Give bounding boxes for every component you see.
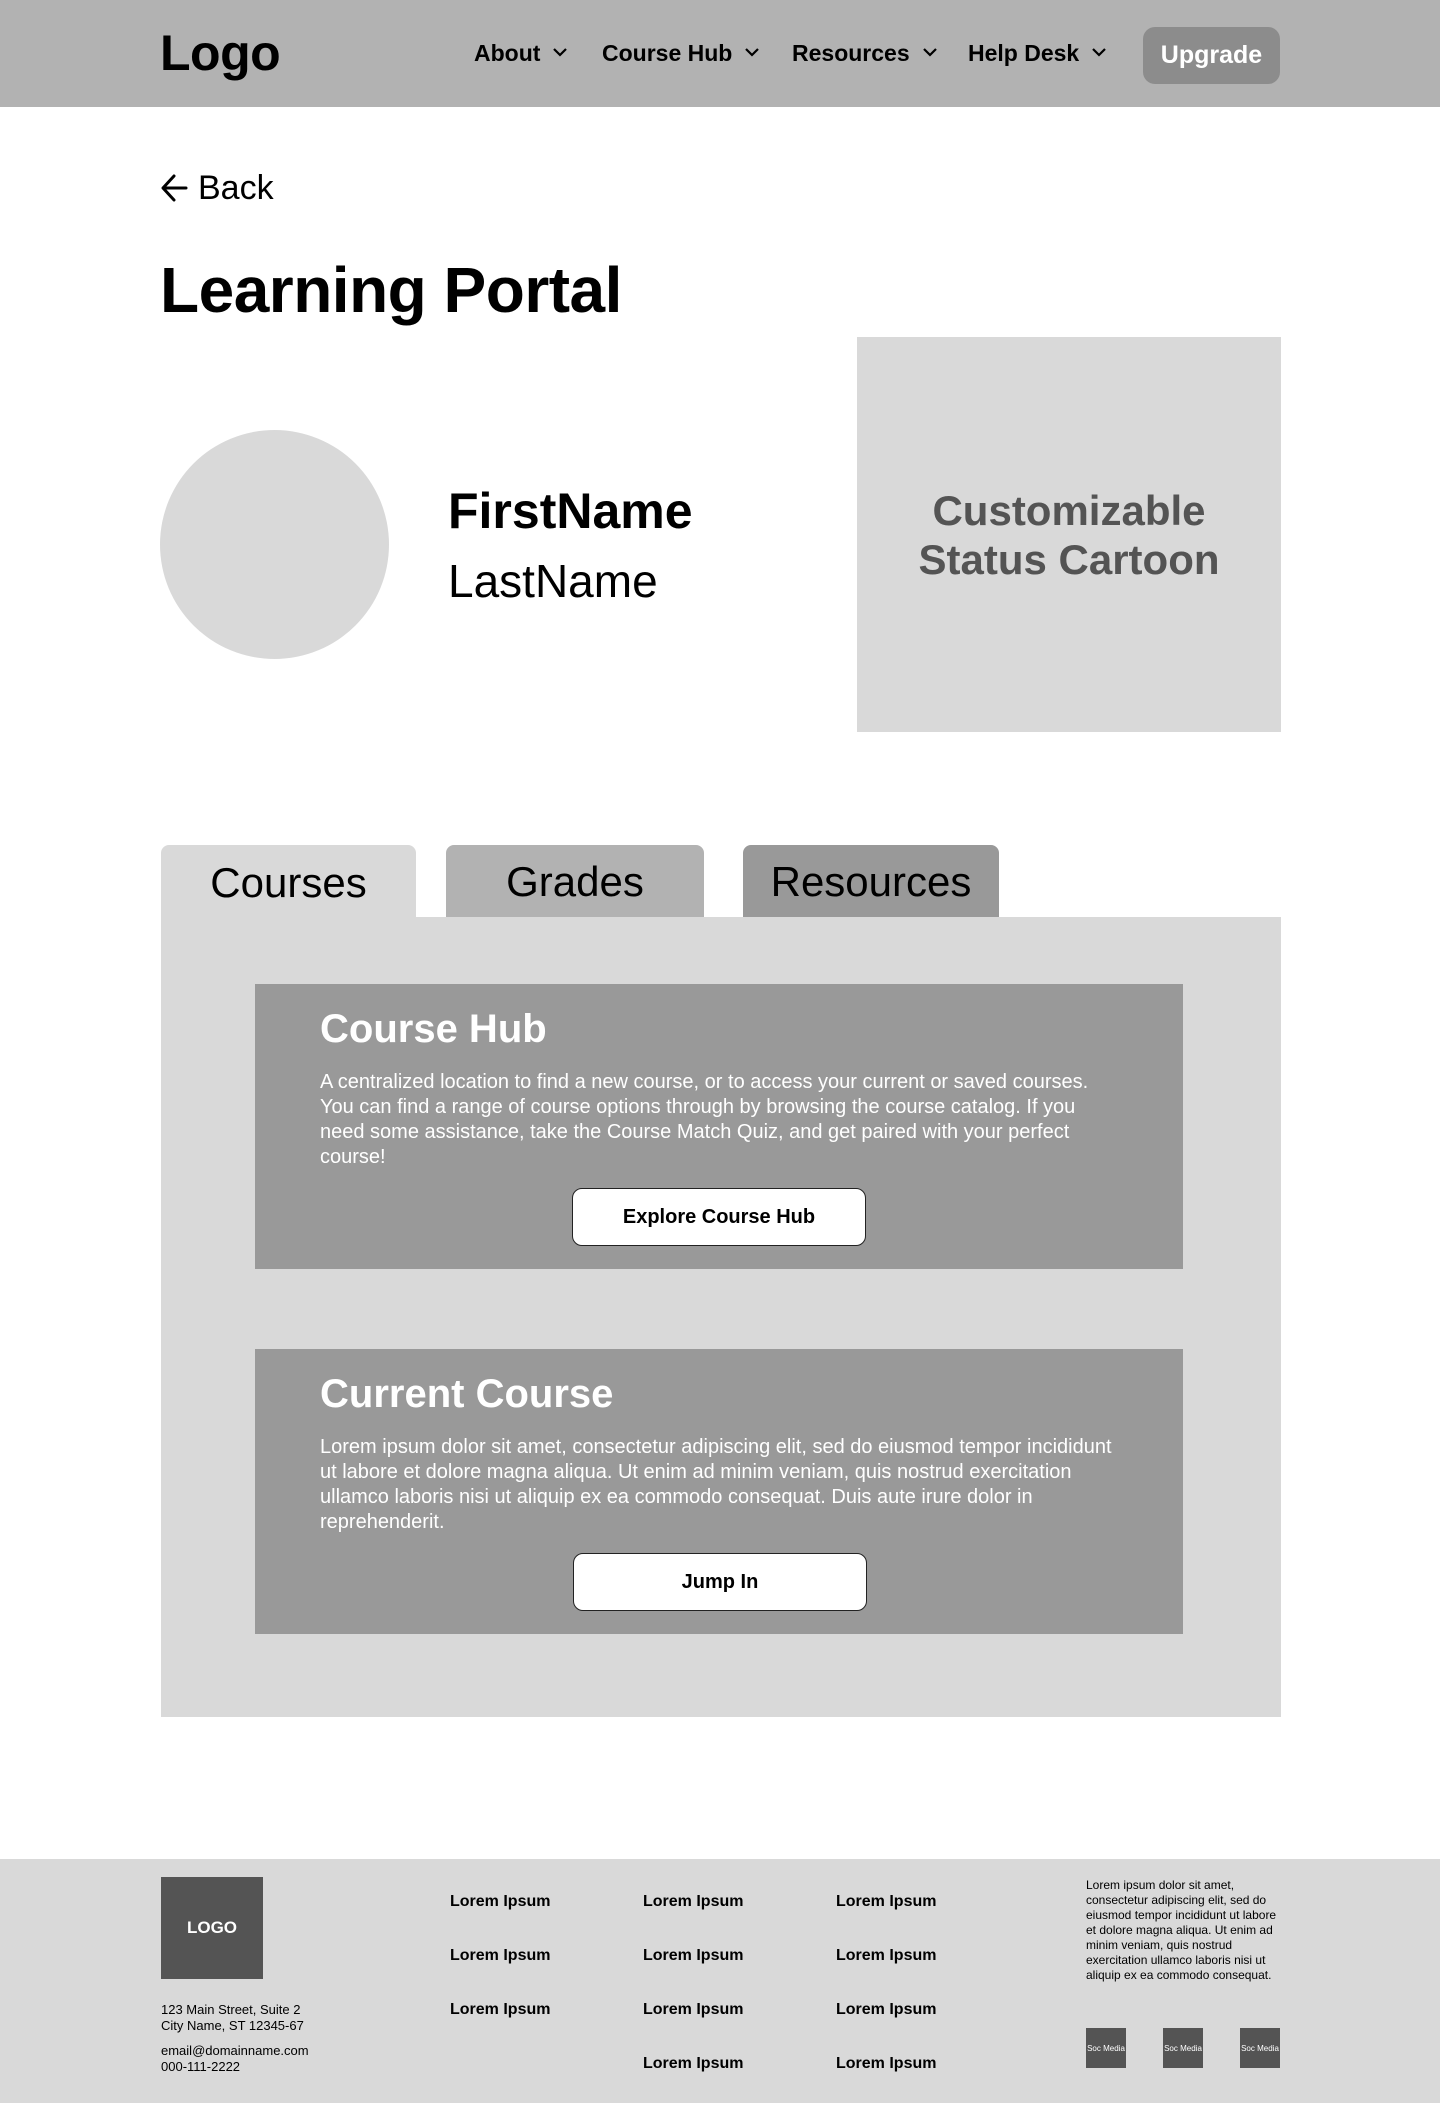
tab-courses-label: Courses	[210, 859, 367, 906]
nav-course-hub[interactable]	[602, 36, 762, 70]
address-line-2: City Name, ST 12345-67	[161, 2018, 304, 2033]
footer-address	[161, 2002, 304, 2034]
tab-resources-label: Resources	[770, 858, 972, 905]
upgrade-button[interactable]: Upgrade	[1143, 27, 1280, 84]
footer-link[interactable]: Lorem Ipsum	[836, 2055, 937, 2072]
footer-contact	[161, 2043, 309, 2075]
nav-resources-label: Resources	[792, 40, 910, 66]
footer-links-col-1	[450, 1893, 550, 2055]
card-title: Course Hub	[320, 1007, 547, 1051]
card-description: A centralized location to find a new course, or to access your current or saved courses. You can find a range of course options through by browsing the course catalog. If you need some assistance, take the Course Match Quiz, and get paired with your perfect course!	[320, 1071, 1089, 1168]
last-name: LastName	[448, 555, 658, 607]
nav-resources[interactable]	[792, 36, 940, 70]
footer-link[interactable]: Lorem Ipsum	[450, 1947, 551, 1964]
arrow-left-icon	[160, 173, 188, 203]
nav-course-hub-label: Course Hub	[602, 40, 733, 66]
social-media-icon[interactable]: Soc Media	[1240, 2028, 1280, 2068]
tab-grades[interactable]	[446, 845, 704, 919]
site-logo[interactable]: Logo	[160, 25, 281, 81]
footer-link[interactable]: Lorem Ipsum	[643, 2001, 744, 2018]
tab-grades-label: Grades	[506, 858, 644, 905]
status-cartoon	[857, 337, 1281, 732]
current-course-card	[255, 1349, 1183, 1634]
footer	[0, 1859, 1440, 2103]
top-nav-bar	[0, 0, 1440, 107]
footer-phone: 000-111-2222	[161, 2059, 241, 2074]
footer-email[interactable]: email@domainname.com	[161, 2043, 309, 2058]
footer-link[interactable]: Lorem Ipsum	[450, 2001, 551, 2018]
course-hub-card	[255, 984, 1183, 1269]
page-title: Learning Portal	[160, 254, 622, 326]
footer-link[interactable]: Lorem Ipsum	[836, 1893, 937, 1910]
chevron-down-icon	[1089, 36, 1109, 70]
jump-in-button[interactable]: Jump In	[573, 1553, 867, 1611]
footer-link[interactable]: Lorem Ipsum	[836, 2001, 937, 2018]
status-cartoon-label: Customizable Status Cartoon	[918, 486, 1220, 583]
nav-help-desk[interactable]	[968, 36, 1109, 70]
footer-link[interactable]: Lorem Ipsum	[836, 1947, 937, 1964]
first-name: FirstName	[448, 483, 693, 539]
footer-link[interactable]: Lorem Ipsum	[643, 1893, 744, 1910]
footer-link[interactable]: Lorem Ipsum	[643, 2055, 744, 2072]
tab-courses[interactable]	[161, 845, 416, 921]
nav-about[interactable]	[474, 36, 570, 70]
footer-links-col-3	[836, 1893, 936, 2103]
social-media-icon[interactable]: Soc Media	[1086, 2028, 1126, 2068]
avatar	[160, 430, 389, 659]
address-line-1: 123 Main Street, Suite 2	[161, 2002, 301, 2017]
card-title: Current Course	[320, 1372, 614, 1416]
nav-help-desk-label: Help Desk	[968, 40, 1080, 66]
back-label: Back	[198, 169, 274, 207]
card-description: Lorem ipsum dolor sit amet, consectetur adipiscing elit, sed do eiusmod tempor incididunt ut labore et dolore magna aliqua. Ut enim ad minim veniam, quis nostrud exercitation ullamco laboris nisi ut aliquip ex ea commodo consequat. Duis aute irure dolor in reprehenderit.	[320, 1436, 1112, 1533]
chevron-down-icon	[550, 36, 570, 70]
footer-blurb: Lorem ipsum dolor sit amet, consectetur adipiscing elit, sed do eiusmod tempor incididunt ut labore et dolore magna aliqua. Ut enim ad minim veniam, quis nostrud exercitation ullamco laboris nisi ut aliquip ex ea commodo consequat.	[1086, 1878, 1277, 1982]
chevron-down-icon	[742, 36, 762, 70]
nav-about-label: About	[474, 40, 541, 66]
footer-logo[interactable]: LOGO	[161, 1877, 263, 1979]
back-link[interactable]	[160, 165, 274, 211]
footer-links-col-2	[643, 1893, 743, 2103]
footer-link[interactable]: Lorem Ipsum	[643, 1947, 744, 1964]
footer-link[interactable]: Lorem Ipsum	[450, 1893, 551, 1910]
explore-course-hub-button[interactable]: Explore Course Hub	[572, 1188, 866, 1246]
tab-resources[interactable]	[743, 845, 999, 919]
social-media-icon[interactable]: Soc Media	[1163, 2028, 1203, 2068]
chevron-down-icon	[920, 36, 940, 70]
